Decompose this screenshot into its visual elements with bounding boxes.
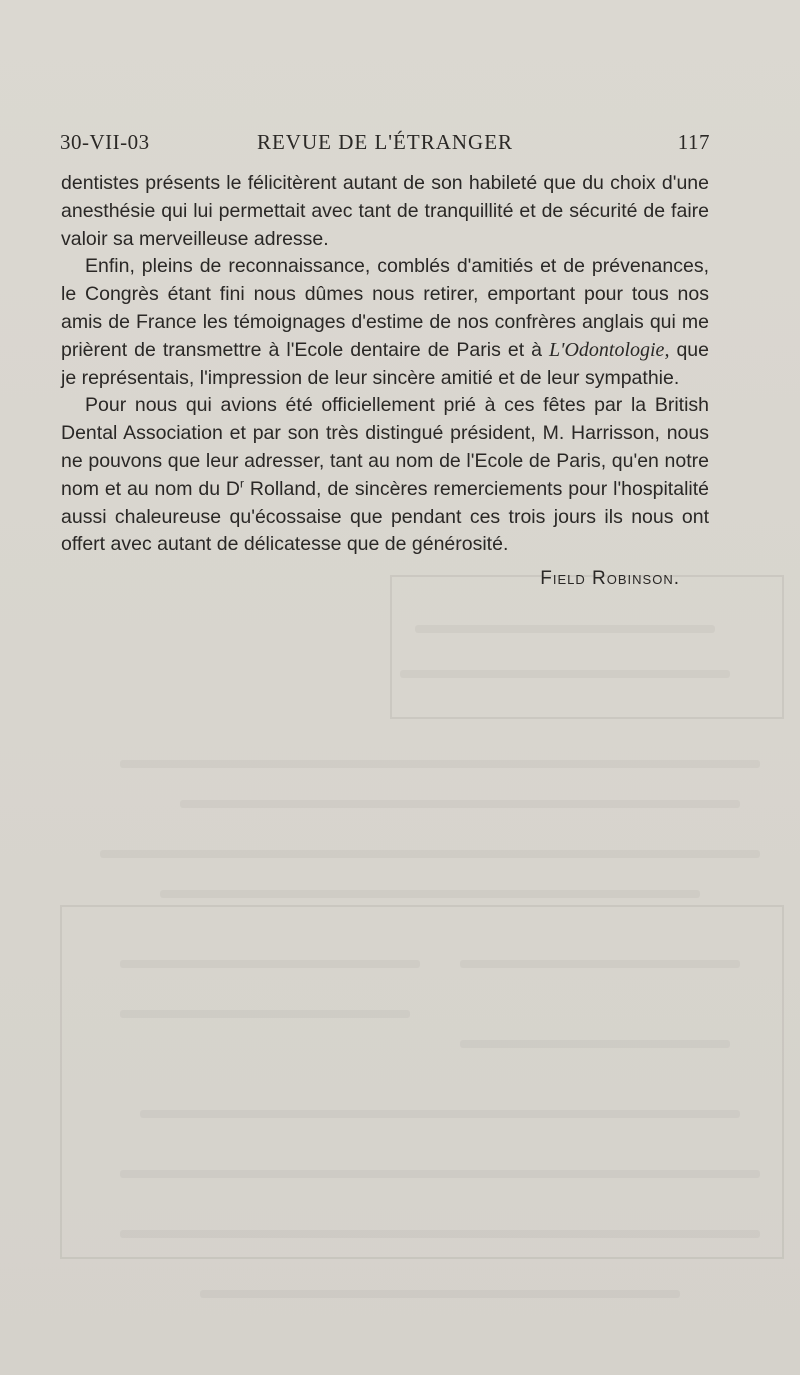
show-through-line — [120, 760, 760, 768]
paragraph-1-text: dentistes présents le félicitèrent autant de son habileté que du choix d'une anesthésie qui lui permettait avec tant de tranquillité et de sécurité de faire valoir sa merveilleuse adresse. — [61, 172, 709, 250]
show-through-line — [120, 1230, 760, 1238]
show-through-line — [120, 960, 420, 968]
paragraph-3-text-end: Rolland, de sincères remerciements pour l'hospitalité aussi chaleureuse qu'écossaise que pendant ces trois jours ils nous ont offert avec autant de délicatesse que de générosité. — [61, 477, 709, 556]
show-through-line — [120, 1170, 760, 1178]
show-through-line — [180, 800, 740, 808]
show-through-box-1 — [390, 575, 784, 719]
issue-date: 30-VII-03 — [60, 130, 150, 154]
show-through-line — [100, 850, 760, 858]
paragraph-3-text-start: Pour nous qui avions été officiellement prié à ces fêtes par la British Dental Association et par son très distingué président, M. Harrisson, nous ne pouvons que leur adresser, tant au nom de l'Ecole de Paris, qu'en notre nom et au nom du D — [61, 394, 709, 500]
paragraph-2 — [61, 253, 709, 392]
show-through-box-2 — [60, 905, 784, 1259]
show-through-line — [120, 1010, 410, 1018]
journal-title-italic: L'Odontologie, — [549, 338, 670, 361]
running-header — [60, 130, 710, 164]
show-through-line — [200, 1290, 680, 1298]
show-through-line — [400, 670, 730, 678]
paragraph-2-text-end: que je représentais, l'impression de leur sincère amitié et de leur sympathie. — [61, 338, 709, 389]
show-through-line — [460, 960, 740, 968]
show-through-line — [460, 1040, 730, 1048]
article-body — [61, 170, 709, 559]
paragraph-2-text-start: Enfin, pleins de reconnaissance, comblés d'amitiés et de prévenances, le Congrès étant fini nous dûmes nous retirer, emportant pour tous nos amis de France les témoignages d'estime de nos confrères anglais qui me prièrent de transmettre à l'Ecole dentaire de Paris et à — [61, 255, 709, 361]
paragraph-1 — [61, 170, 709, 253]
author-signature: Field Robinson. — [540, 568, 680, 589]
show-through-line — [415, 625, 715, 633]
paragraph-3 — [61, 392, 709, 559]
doctor-abbrev-superscript: r — [240, 476, 245, 491]
running-title: REVUE DE L'ÉTRANGER — [256, 130, 514, 154]
show-through-line — [140, 1110, 740, 1118]
page-number: 117 — [677, 130, 710, 154]
show-through-line — [160, 890, 700, 898]
